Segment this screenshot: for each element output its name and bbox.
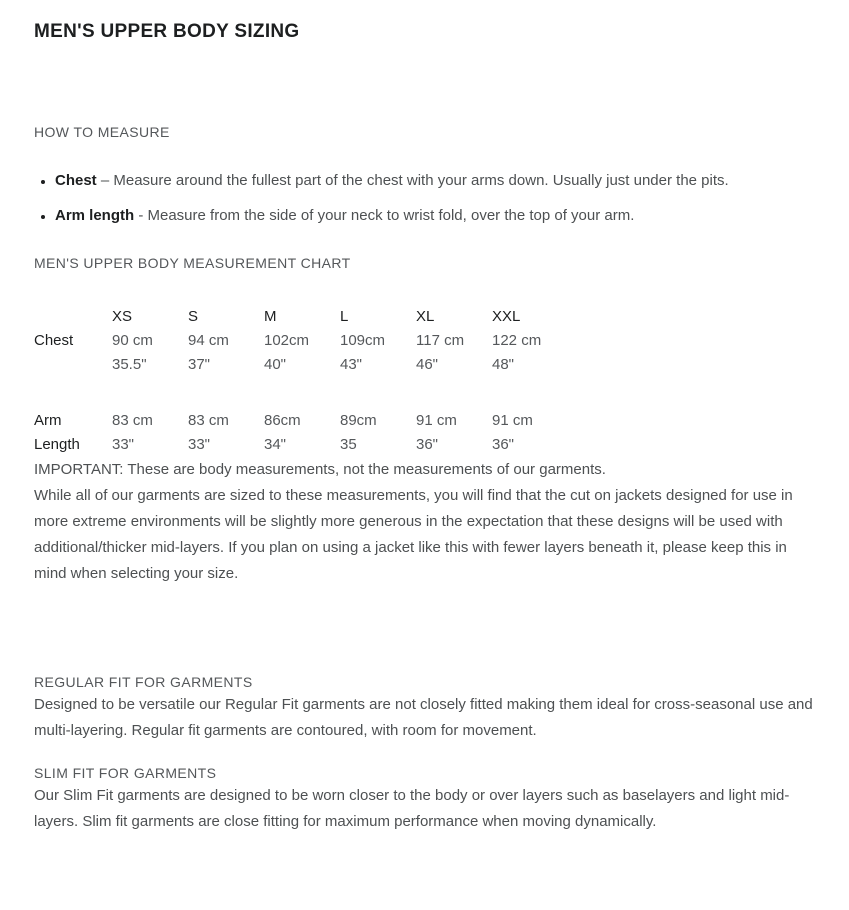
chest-in-xxl: 48"	[492, 356, 515, 373]
arm-row-inches	[34, 433, 568, 457]
regular-fit-heading: REGULAR FIT FOR GARMENTS	[34, 674, 253, 690]
regular-fit-paragraph: Designed to be versatile our Regular Fit garments are not closely fitted making them ideal for cross-seasonal use and multi-layering. Regular fit garments are contoured, with room for movement.	[34, 696, 813, 739]
arm-in-xl: 36"	[416, 436, 439, 453]
chest-cm-l: 109cm	[340, 332, 386, 349]
chest-cm-xl: 117 cm	[416, 332, 465, 349]
chest-row-cm	[34, 329, 568, 353]
arm-length-term: Arm length	[55, 207, 135, 224]
sizing-note-paragraph: While all of our garments are sized to these measurements, you will find that the cut on jackets designed for use in more extreme environments will be slightly more generous in the expectation that these designs will be used with additional/thicker mid-layers. If you plan on using a jacket like this with fewer layers beneath it, please keep this in mind when selecting your size.	[34, 487, 793, 582]
chest-term: Chest	[55, 172, 97, 189]
arm-in-xxl: 36"	[492, 436, 515, 453]
arm-row-cm	[34, 409, 568, 433]
chest-in-l: 43"	[340, 356, 363, 373]
slim-fit-heading: SLIM FIT FOR GARMENTS	[34, 765, 217, 781]
column-header-xl: XL	[416, 308, 435, 325]
measurement-chart-heading: MEN'S UPPER BODY MEASUREMENT CHART	[34, 255, 351, 271]
empty-corner-cell	[34, 305, 112, 329]
list-item-chest	[55, 170, 822, 191]
table-spacer-row	[34, 377, 568, 409]
chest-in-s: 37"	[188, 356, 211, 373]
arm-cm-l: 89cm	[340, 412, 377, 429]
arm-row-label-line2: Length	[34, 436, 80, 453]
chest-row-inches	[34, 353, 568, 377]
column-header-l: L	[340, 308, 349, 325]
arm-cm-xxl: 91 cm	[492, 412, 533, 429]
chest-in-m: 40"	[264, 356, 287, 373]
page-title: MEN'S UPPER BODY SIZING	[34, 21, 300, 42]
column-header-m: M	[264, 308, 277, 325]
chest-row-label: Chest	[34, 332, 74, 349]
column-header-xs: XS	[112, 308, 133, 325]
arm-in-s: 33"	[188, 436, 211, 453]
arm-row-label-line1: Arm	[34, 412, 62, 429]
chest-in-xs: 35.5"	[112, 356, 147, 373]
list-item-arm-length	[55, 205, 822, 226]
chest-cm-xxl: 122 cm	[492, 332, 542, 349]
chest-description: – Measure around the fullest part of the chest with your arms down. Usually just under the pits.	[100, 172, 729, 189]
arm-cm-xs: 83 cm	[112, 412, 153, 429]
column-header-xxl: XXL	[492, 308, 521, 325]
chest-cm-xs: 90 cm	[112, 332, 153, 349]
arm-in-l: 35	[340, 436, 357, 453]
chest-cm-s: 94 cm	[188, 332, 229, 349]
arm-in-xs: 33"	[112, 436, 135, 453]
chest-cm-m: 102cm	[264, 332, 310, 349]
arm-cm-m: 86cm	[264, 412, 301, 429]
size-chart-header-row	[34, 305, 568, 329]
arm-in-m: 34"	[264, 436, 287, 453]
important-note: IMPORTANT: These are body measurements, not the measurements of our garments.	[34, 461, 606, 478]
how-to-measure-heading: HOW TO MEASURE	[34, 124, 170, 140]
arm-cm-xl: 91 cm	[416, 412, 457, 429]
column-header-s: S	[188, 308, 199, 325]
arm-length-description: - Measure from the side of your neck to wrist fold, over the top of your arm.	[138, 207, 635, 224]
size-chart-table	[34, 305, 568, 457]
measure-instructions-list	[34, 170, 822, 226]
arm-cm-s: 83 cm	[188, 412, 229, 429]
chest-in-xl: 46"	[416, 356, 439, 373]
slim-fit-paragraph: Our Slim Fit garments are designed to be worn closer to the body or over layers such as baselayers and light mid-layers. Slim fit garments are close fitting for maximum performance when moving dynamically.	[34, 787, 790, 830]
